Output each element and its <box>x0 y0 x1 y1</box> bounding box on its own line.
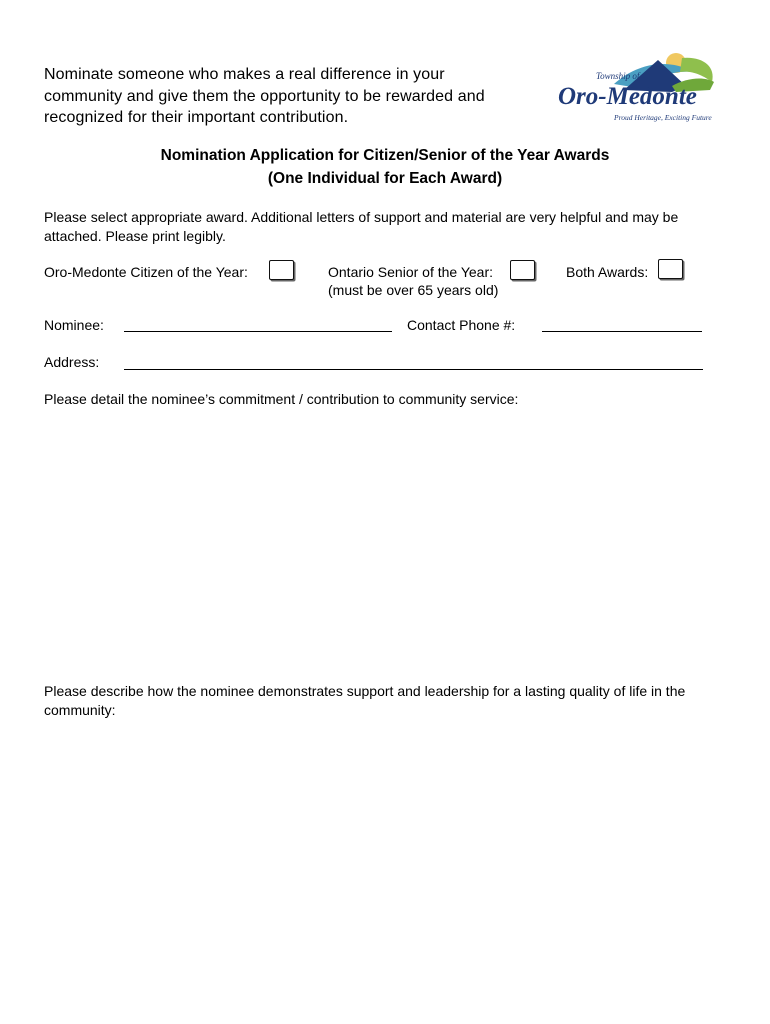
logo-township-text: Township of <box>596 71 640 81</box>
nominee-input-line[interactable] <box>124 331 392 332</box>
intro-text <box>44 64 544 129</box>
senior-award-checkbox[interactable] <box>510 260 535 280</box>
leaf-shape <box>680 58 713 82</box>
address-input-line[interactable] <box>124 369 703 370</box>
phone-input-line[interactable] <box>542 331 702 332</box>
township-logo <box>554 46 724 128</box>
commitment-answer-area[interactable] <box>44 414 724 674</box>
both-awards-checkbox[interactable] <box>658 259 683 279</box>
senior-age-note: (must be over 65 years old) <box>328 282 499 298</box>
both-awards-label: Both Awards: <box>566 264 649 280</box>
logo-name-text: Oro-Medonte <box>558 83 697 110</box>
form-title: Nomination Application for Citizen/Senior of the Year Awards <box>160 147 610 164</box>
intro-line: community and give them the opportunity to be rewarded and <box>44 87 485 105</box>
phone-label: Contact Phone #: <box>407 317 516 333</box>
instructions-text: Please select appropriate award. Additional letters of support and material are very helpful and may be attached. Please print legibly. <box>44 209 679 244</box>
nominee-label: Nominee: <box>44 317 104 333</box>
intro-line: Nominate someone who makes a real difference in your <box>44 66 445 83</box>
leadership-answer-area[interactable] <box>44 724 724 1004</box>
intro-line: recognized for their important contribution. <box>44 109 349 126</box>
citizen-award-label: Oro-Medonte Citizen of the Year: <box>44 264 248 280</box>
leadership-question: Please describe how the nominee demonstrates support and leadership for a lasting quality of life in the community: <box>44 683 686 718</box>
form-subtitle: (One Individual for Each Award) <box>267 170 503 187</box>
commitment-question: Please detail the nominee’s commitment / contribution to community service: <box>44 391 519 407</box>
citizen-award-checkbox[interactable] <box>269 260 294 280</box>
address-label: Address: <box>44 354 100 370</box>
logo-tagline-text: Proud Heritage, Exciting Future <box>614 113 712 122</box>
senior-award-label: Ontario Senior of the Year: <box>328 264 493 280</box>
